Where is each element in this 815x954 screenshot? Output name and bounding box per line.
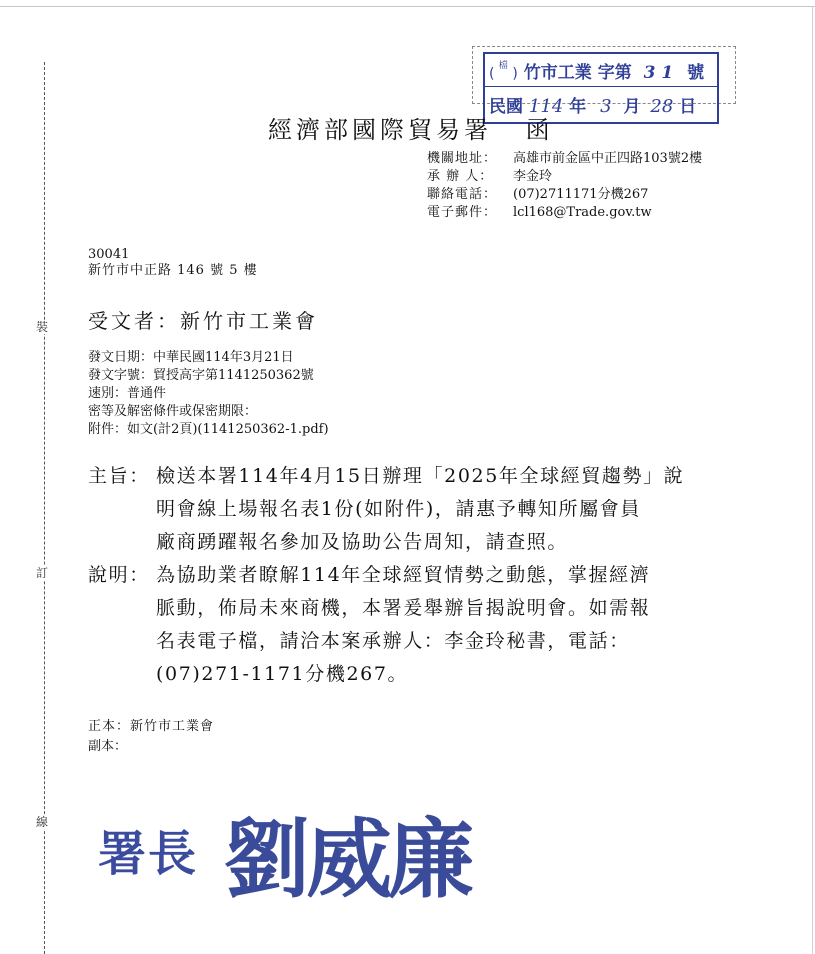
stamp-year: 114 xyxy=(528,96,564,117)
page-top-border xyxy=(0,6,815,7)
postal-code: 30041 xyxy=(88,247,130,262)
recipient: 受文者：新竹市工業會 xyxy=(88,309,318,333)
contact-address xyxy=(427,150,702,168)
stamp-year-label: 年 xyxy=(569,97,587,117)
stamp-row-number: ( $^檔$ ) 竹市工業 字第 3 1 號 xyxy=(489,61,705,83)
subject-text xyxy=(156,460,684,559)
classification: 密等及解密條件或保密期限： xyxy=(88,404,258,419)
stamp-archive-label: 檔 xyxy=(498,61,508,71)
document-type: 函 xyxy=(525,116,554,144)
contact-value: (07)2711171分機267 xyxy=(513,187,649,202)
subject-line: 檢送本署114年4月15日辦理「2025年全球經貿趨勢」說 xyxy=(156,465,685,487)
explanation-line: 脈動，佈局未來商機，本署爰舉辦旨揭說明會。如需報 xyxy=(156,597,651,619)
explanation-text xyxy=(156,559,650,691)
subject-label: 主旨： xyxy=(88,465,150,487)
contact-label: 承 辦 人： xyxy=(427,169,494,184)
explanation-line: 為協助業者瞭解114年全球經貿情勢之動態，掌握經濟 xyxy=(156,564,651,586)
stamp-day-label: 日 xyxy=(679,97,697,117)
document-number: 發文字號：貿授高字第1141250362號 xyxy=(88,368,314,383)
mailing-address: 新竹市中正路 146 號 5 樓 xyxy=(88,263,258,278)
explanation-line: 名表電子檔，請洽本案承辦人：李金玲秘書，電話： xyxy=(156,630,630,652)
document-title xyxy=(268,110,554,145)
stamp-day: 28 xyxy=(650,96,674,117)
attachment: 附件：如文(計2頁)(1141250362-1.pdf) xyxy=(88,422,329,437)
subject-line: 廠商踴躍報名參加及協助公告周知，請查照。 xyxy=(156,531,569,553)
signature-name-stamp: 劉威廉 xyxy=(224,810,470,910)
original-recipient: 正本：新竹市工業會 xyxy=(88,719,215,734)
signature-title-stamp: 署長 xyxy=(98,826,199,882)
binding-mark-zhuang: 裝 xyxy=(36,320,49,334)
copy-recipient: 副本： xyxy=(88,739,128,754)
stamp-org: 竹市工業 字第 xyxy=(523,63,632,83)
issue-date: 發文日期：中華民國114年3月21日 xyxy=(88,350,294,365)
contact-phone xyxy=(427,186,702,204)
contact-block xyxy=(427,150,702,222)
stamp-month-label: 月 xyxy=(623,97,641,117)
page-right-border xyxy=(812,6,813,954)
contact-value: 李金玲 xyxy=(513,169,553,184)
stamp-number: 3 1 xyxy=(643,63,674,83)
stamp-month: 3 xyxy=(600,96,612,117)
urgency: 速別：普通件 xyxy=(88,386,167,401)
agency-name: 經濟部國際貿易署 xyxy=(268,116,492,144)
binding-mark-xian: 線 xyxy=(36,815,49,829)
contact-officer xyxy=(427,168,702,186)
explanation-label: 說明： xyxy=(88,564,150,586)
contact-label: 電子郵件： xyxy=(427,205,498,220)
binding-mark-ding: 訂 xyxy=(36,566,49,580)
contact-label: 聯絡電話： xyxy=(427,187,498,202)
contact-value: 高雄市前金區中正四路103號2樓 xyxy=(513,151,703,166)
subject-line: 明會線上場報名表1份(如附件)，請惠予轉知所屬會員 xyxy=(156,498,641,520)
meta-block xyxy=(88,349,329,439)
explanation-line: (07)271-1171分機267。 xyxy=(156,663,409,685)
contact-email xyxy=(427,204,702,222)
contact-label: 機關地址： xyxy=(427,151,498,166)
contact-value: lcl168@Trade.gov.tw xyxy=(513,205,652,220)
stamp-era: 民國 xyxy=(489,97,523,117)
